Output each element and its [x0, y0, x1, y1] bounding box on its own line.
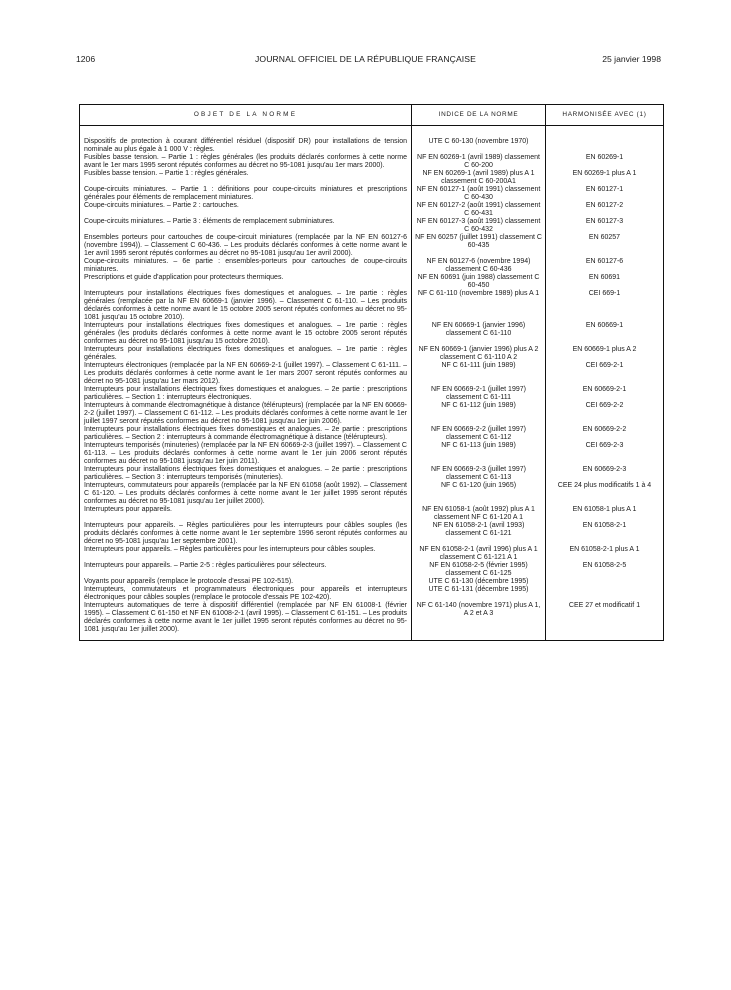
issue-date: 25 janvier 1998 [602, 54, 661, 64]
norm-object: Coupe-circuits miniatures. – 6e partie : ensembles-porteurs pour cartouches de coupe-circuits miniatures. [80, 258, 412, 274]
norm-index: NF EN 61058-2-1 (avril 1993) classement C 61-121 [412, 522, 546, 546]
norm-index: NF C 61-110 (novembre 1989) plus A 1 [412, 290, 546, 322]
norm-index: NF C 61-113 (juin 1989) [412, 442, 546, 466]
table-row [80, 482, 664, 506]
norm-object: Prescriptions et guide d'application pour protecteurs thermiques. [80, 274, 412, 290]
norm-index: UTE C 61-130 (décembre 1995) [412, 578, 546, 586]
norm-harmonized: CEI 669-2-1 [546, 362, 664, 386]
page-header [0, 54, 731, 68]
norm-index: NF EN 60127-6 (novembre 1994) classement C 60-436 [412, 258, 546, 274]
norm-harmonized [546, 138, 664, 154]
norm-object: Fusibles basse tension. – Partie 1 : règles générales. [80, 170, 412, 186]
norm-object: Interrupteurs à commande électromagnétique à distance (télérupteurs) (remplacée par la NF EN 60669-2-2 (juillet 1997). – Classement C 61-112. – Les produits déclarés conformes à cette norme avant le 1er juillet 1997 seront réputés conformes au décret no 95-1081 jusqu'au 1er juin 2006). [80, 402, 412, 426]
page-number: 1206 [76, 54, 96, 64]
norm-index: NF EN 60669-2-2 (juillet 1997) classement C 61-112 [412, 426, 546, 442]
norm-index: NF EN 61058-2-1 (avril 1996) plus A 1 classement C 61-121 A 1 [412, 546, 546, 562]
norm-harmonized [546, 578, 664, 586]
table-row [80, 346, 664, 362]
column-header-harmonisee: HARMONISÉE AVEC (1) [546, 105, 664, 126]
table-body [80, 126, 664, 641]
norm-object: Interrupteurs pour appareils. – Règles particulières pour les interrupteurs pour câbles souples. [80, 546, 412, 562]
norm-harmonized: CEI 669-2-2 [546, 402, 664, 426]
table-row [80, 154, 664, 170]
table-row [80, 602, 664, 634]
table-row [80, 322, 664, 346]
table-row [80, 170, 664, 186]
column-header-indice: INDICE DE LA NORME [412, 105, 546, 126]
norm-index: NF EN 60127-3 (août 1991) classement C 60-432 [412, 218, 546, 234]
table-row [80, 202, 664, 218]
norm-index: NF EN 60669-2-1 (juillet 1997) classement C 61-111 [412, 386, 546, 402]
table-row [80, 426, 664, 442]
norm-object: Coupe-circuits miniatures. – Partie 2 : cartouches. [80, 202, 412, 218]
norm-object: Interrupteurs, commutateurs et programmateurs électroniques pour appareils et interrupteurs électroniques pour câbles souples (remplace le protocole d'essais PE 102-420). [80, 586, 412, 602]
norm-index: NF C 61-120 (juin 1965) [412, 482, 546, 506]
table-row [80, 362, 664, 386]
norm-object: Coupe-circuits miniatures. – Partie 3 : éléments de remplacement subminiatures. [80, 218, 412, 234]
norm-object: Interrupteurs pour installations électriques fixes domestiques et analogues. – 1re partie : règles générales (les produits déclarés conformes à cette norme avant le 15 octobre 2005 seront réputés conformes au décret no 95-1081 jusqu'au 15 octobre 2010). [80, 322, 412, 346]
norm-index: UTE C 60-130 (novembre 1970) [412, 138, 546, 154]
norm-index: NF EN 60669-2-3 (juillet 1997) classement C 61-113 [412, 466, 546, 482]
norm-harmonized: EN 60669-2-1 [546, 386, 664, 402]
norm-index: NF EN 60669-1 (janvier 1996) plus A 2 classement C 61-110 A 2 [412, 346, 546, 362]
norm-object: Interrupteurs pour installations électriques fixes domestiques et analogues. – 2e partie : prescriptions particulières. – Section 2 : interrupteurs à commande électromagnétique à distance (télérupteurs). [80, 426, 412, 442]
norm-object: Coupe-circuits miniatures. – Partie 1 : définitions pour coupe-circuits miniatures et prescriptions générales pour éléments de remplacement miniatures. [80, 186, 412, 202]
table-spacer [80, 126, 664, 139]
norm-index: NF EN 60269-1 (avril 1989) plus A 1 classement C 60-200A1 [412, 170, 546, 186]
table-row [80, 442, 664, 466]
table-header-row [80, 105, 664, 126]
table-row [80, 274, 664, 290]
norm-harmonized: EN 61058-2-1 [546, 522, 664, 546]
journal-title: JOURNAL OFFICIEL DE LA RÉPUBLIQUE FRANÇAISE [255, 54, 476, 64]
norm-harmonized: EN 60691 [546, 274, 664, 290]
norm-index: NF EN 60257 (juillet 1991) classement C 60-435 [412, 234, 546, 258]
table-row [80, 586, 664, 602]
table-row [80, 562, 664, 578]
norm-object: Ensembles porteurs pour cartouches de coupe-circuit miniatures (remplacée par la NF EN 60127-6 (novembre 1994)). – Classement C 60-436. – Les produits déclarés conformes à cette norme avant le 1er avril 1995 seront réputés conformes au décret no 95-1081 jusqu'au 1er avril 2000). [80, 234, 412, 258]
table-row [80, 290, 664, 322]
norm-object: Interrupteurs temporisés (minuteries) (remplacée par la NF EN 60669-2-3 (juillet 1997). – Classement C 61-113. – Les produits déclarés conformes à cette norme avant le 1er juin 2006 seront réputés conformes au décret no 95-1081 jusqu'au 1er juin 2011). [80, 442, 412, 466]
norm-object: Interrupteurs pour appareils. – Partie 2-5 : règles particulières pour sélecteurs. [80, 562, 412, 578]
norm-object: Interrupteurs pour appareils. – Règles particulières pour les interrupteurs pour câbles souples (les produits déclarés conformes à cette norme avant le 1er septembre 1996 seront réputés conformes au décret no 95-1081 jusqu'au 1er septembre 2001). [80, 522, 412, 546]
norm-harmonized: EN 60669-1 [546, 322, 664, 346]
column-header-objet: OBJET DE LA NORME [80, 105, 412, 126]
norm-harmonized: EN 60127-1 [546, 186, 664, 202]
table-row [80, 138, 664, 154]
norm-harmonized: EN 61058-2-5 [546, 562, 664, 578]
table-row [80, 258, 664, 274]
norm-harmonized: CEE 24 plus modificatifs 1 à 4 [546, 482, 664, 506]
table-end [80, 634, 664, 641]
norm-index: NF EN 60669-1 (janvier 1996) classement C 61-110 [412, 322, 546, 346]
table-row [80, 402, 664, 426]
norm-index: NF EN 60127-1 (août 1991) classement C 60-430 [412, 186, 546, 202]
table-row [80, 386, 664, 402]
norm-object: Voyants pour appareils (remplace le protocole d'essai PE 102-515). [80, 578, 412, 586]
norm-harmonized: EN 60269-1 [546, 154, 664, 170]
norm-index: NF C 61-140 (novembre 1971) plus A 1, A 2 et A 3 [412, 602, 546, 634]
norm-object: Interrupteurs automatiques de terre à dispositif différentiel (remplacée par NF EN 61008-1 (février 1995). – Classement C 61-150 et NF EN 61008-2-1 (avril 1995). – Classement C 61-151. – Les produits déclarés conformes à cette norme avant le 1er juillet 1995 seront réputés conformes au décret no 95-1081 jusqu'au 1er juillet 2000). [80, 602, 412, 634]
table-row [80, 522, 664, 546]
norm-harmonized: EN 60127-6 [546, 258, 664, 274]
table-row [80, 506, 664, 522]
norm-harmonized: CEI 669-1 [546, 290, 664, 322]
norm-harmonized: CEI 669-2-3 [546, 442, 664, 466]
norm-object: Interrupteurs, commutateurs pour appareils (remplacée par la NF EN 61058 (août 1992). – Classement C 61-120. – Les produits déclarés conformes à cette norme avant le 1er juillet 1995 seront réputés conformes au décret no 95-1081 jusqu'au 1er juillet 2000). [80, 482, 412, 506]
norm-harmonized: CEE 27 et modificatif 1 [546, 602, 664, 634]
norm-object: Interrupteurs électroniques (remplacée par la NF EN 60669-2-1 (juillet 1997). – Classement C 61-111. – Les produits déclarés conformes à cette norme avant le 1er mars 2007 seront réputés conformes au décret no 95-1081 jusqu'au 1er mars 2012). [80, 362, 412, 386]
norm-object: Interrupteurs pour installations électriques fixes domestiques et analogues. – 2e partie : prescriptions particulières. – Section 1 : interrupteurs électroniques. [80, 386, 412, 402]
norm-index: NF EN 60691 (juin 1988) classement C 60-450 [412, 274, 546, 290]
norm-harmonized: EN 61058-2-1 plus A 1 [546, 546, 664, 562]
table-row [80, 466, 664, 482]
table-row [80, 218, 664, 234]
norm-index: NF EN 61058-1 (août 1992) plus A 1 classement NF C 61-120 A 1 [412, 506, 546, 522]
norm-object: Interrupteurs pour installations électriques fixes domestiques et analogues. – 1re partie : règles générales. [80, 346, 412, 362]
table-row [80, 234, 664, 258]
norm-index: NF EN 60127-2 (août 1991) classement C 60-431 [412, 202, 546, 218]
norm-index: NF EN 61058-2-5 (février 1995) classement C 61-125 [412, 562, 546, 578]
norm-harmonized: EN 60669-1 plus A 2 [546, 346, 664, 362]
norm-object: Interrupteurs pour appareils. [80, 506, 412, 522]
norm-harmonized: EN 60669-2-3 [546, 466, 664, 482]
norm-object: Interrupteurs pour installations électriques fixes domestiques et analogues. – 1re partie : règles générales (remplacée par la NF EN 60669-1 (janvier 1996). – Classement C 61-110. – Les produits déclarés conformes à cette norme avant le 15 octobre 2005 seront réputés conformes au décret no 95-1081 jusqu'au 15 octobre 2010). [80, 290, 412, 322]
norm-harmonized: EN 60269-1 plus A 1 [546, 170, 664, 186]
standards-table [79, 104, 664, 641]
norm-harmonized: EN 60669-2-2 [546, 426, 664, 442]
norm-object: Fusibles basse tension. – Partie 1 : règles générales (les produits déclarés conformes à cette norme avant le 1er mars 1995 seront réputés conformes au décret no 95-1081 jusqu'au 1er mars 2000). [80, 154, 412, 170]
norm-index: UTE C 61-131 (décembre 1995) [412, 586, 546, 602]
norm-harmonized: EN 60257 [546, 234, 664, 258]
norm-object: Dispositifs de protection à courant différentiel résiduel (dispositif DR) pour installations de tension nominale au plus égale à 1 000 V : règles. [80, 138, 412, 154]
table-row [80, 578, 664, 586]
norm-index: NF EN 60269-1 (avril 1989) classement C 60-200 [412, 154, 546, 170]
norm-harmonized [546, 586, 664, 602]
norm-index: NF C 61-111 (juin 1989) [412, 362, 546, 386]
norm-harmonized: EN 60127-3 [546, 218, 664, 234]
norm-harmonized: EN 61058-1 plus A 1 [546, 506, 664, 522]
norm-harmonized: EN 60127-2 [546, 202, 664, 218]
norm-index: NF C 61-112 (juin 1989) [412, 402, 546, 426]
norm-object: Interrupteurs pour installations électriques fixes domestiques et analogues. – 2e partie : prescriptions particulières. – Section 3 : interrupteurs temporisés (minuteries). [80, 466, 412, 482]
table-row [80, 546, 664, 562]
table-row [80, 186, 664, 202]
